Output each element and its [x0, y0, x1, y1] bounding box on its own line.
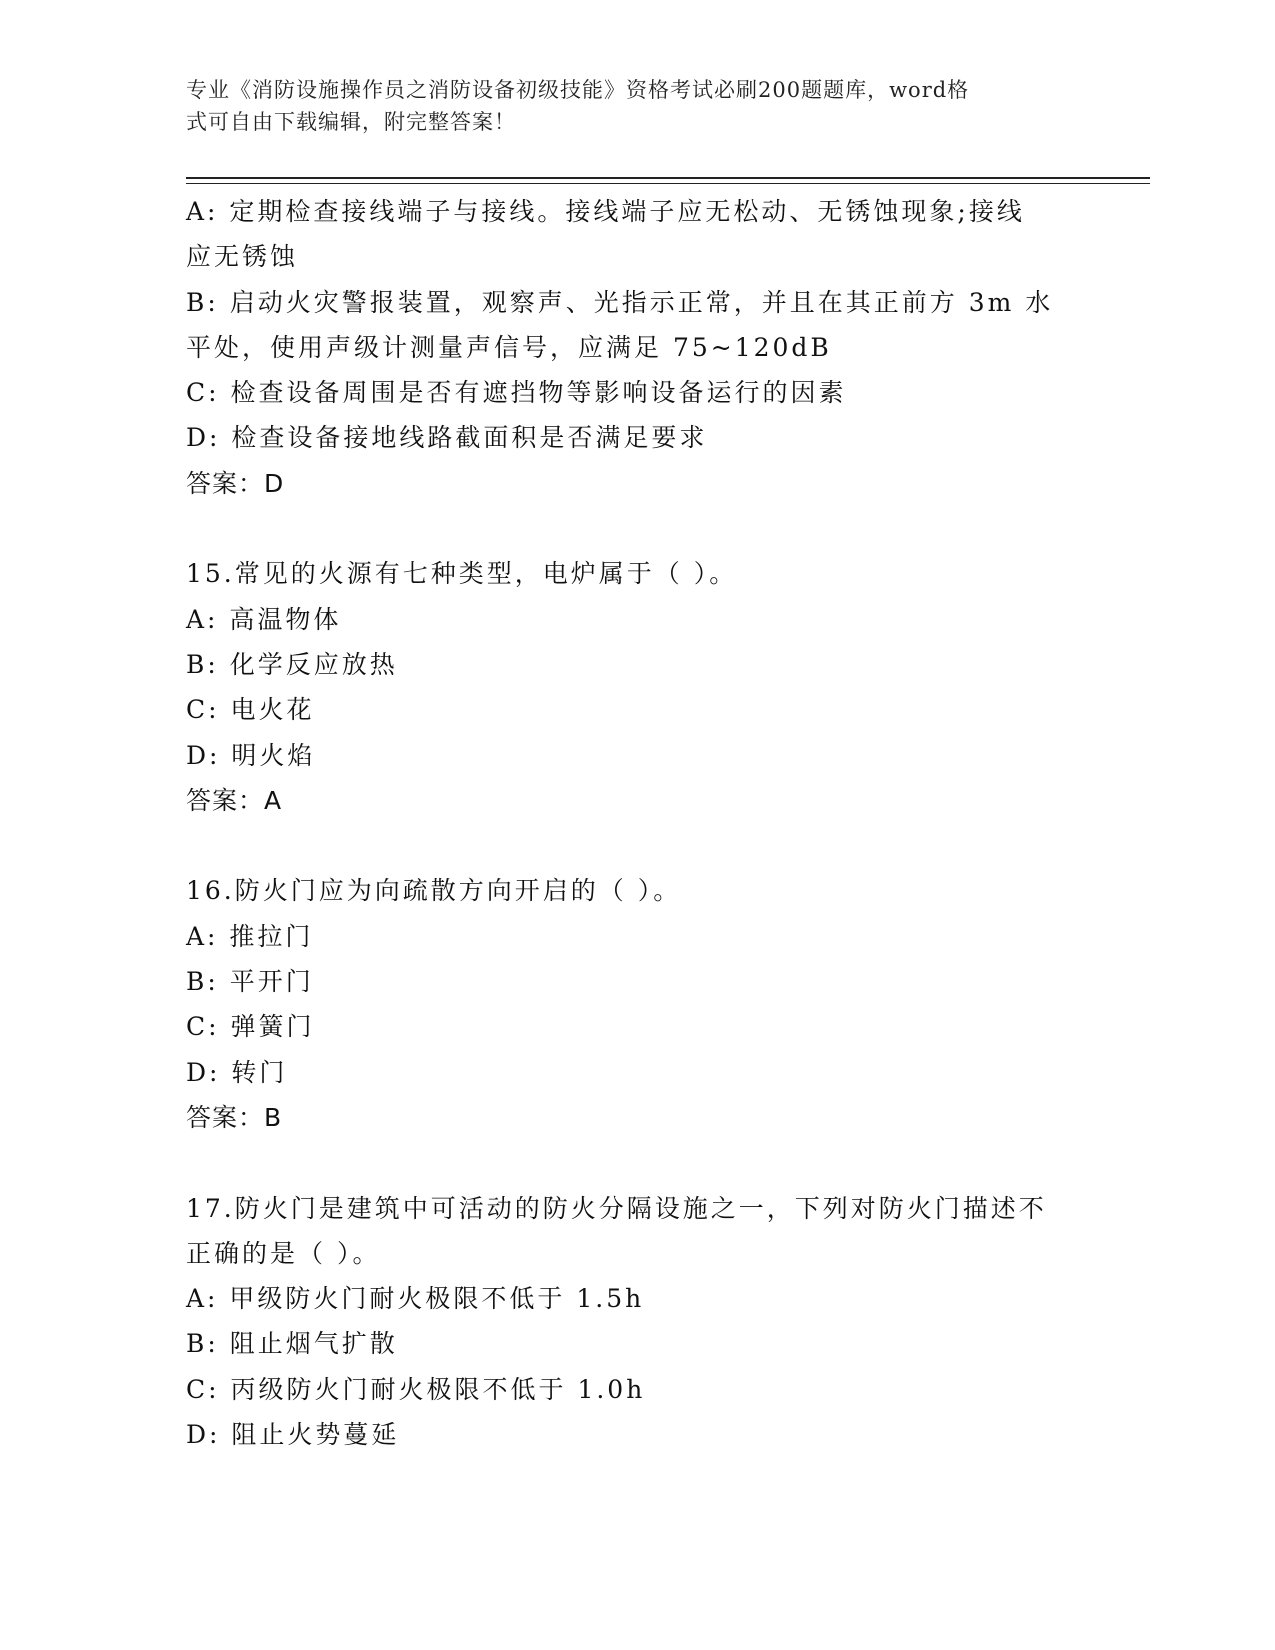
- question-17-block: [186, 1186, 1086, 1458]
- question-list: [186, 189, 1086, 1457]
- q14-option-b-line-2: 平处，使用声级计测量声信号，应满足 75~120dB: [186, 332, 832, 362]
- spacer: [186, 823, 1086, 868]
- q15-option-b: B: 化学反应放热: [186, 649, 398, 679]
- q17-option-c: C: 丙级防火门耐火极限不低于 1.0h: [186, 1374, 646, 1404]
- question-16-block: [186, 868, 1086, 1140]
- q14-option-a-line-2: 应无锈蚀: [186, 242, 299, 272]
- spacer: [186, 1140, 1086, 1185]
- q16-stem: 16.防火门应为向疏散方向开启的（ ）。: [186, 876, 682, 906]
- q15-option-a: A: 高温物体: [186, 604, 342, 634]
- q15-option-c: C: 电火花: [186, 695, 315, 725]
- header-title-line-2: 式可自由下载编辑，附完整答案！: [186, 110, 516, 134]
- q15-option-d: D: 明火焰: [186, 740, 316, 770]
- q16-option-a: A: 推拉门: [186, 921, 314, 951]
- q16-option-d: D: 转门: [186, 1057, 288, 1087]
- q16-option-b: B: 平开门: [186, 967, 314, 997]
- q14-answer: 答案：D: [186, 468, 285, 498]
- question-15-block: [186, 551, 1086, 823]
- header-title-line-1: 专业《消防设施操作员之消防设备初级技能》资格考试必刷200题题库，word格: [186, 78, 970, 102]
- q16-option-c: C: 弹簧门: [186, 1012, 315, 1042]
- q17-stem-line-1: 17.防火门是建筑中可活动的防火分隔设施之一，下列对防火门描述不: [186, 1193, 1047, 1223]
- header-divider-thin: [186, 183, 1150, 184]
- q14-option-b-line-1: B: 启动火灾警报装置，观察声、光指示正常，并且在其正前方 3m 水: [186, 287, 1054, 317]
- header-divider-thick: [186, 177, 1150, 179]
- q15-answer: 答案：A: [186, 785, 283, 815]
- question-14-block: [186, 189, 1086, 506]
- q14-option-d: D: 检查设备接地线路截面积是否满足要求: [186, 423, 708, 453]
- q17-option-b: B: 阻止烟气扩散: [186, 1329, 398, 1359]
- document-header: [186, 74, 1066, 138]
- spacer: [186, 506, 1086, 551]
- q17-stem-line-2: 正确的是（ ）。: [186, 1238, 381, 1268]
- q16-answer: 答案：B: [186, 1102, 283, 1132]
- q17-option-a: A: 甲级防火门耐火极限不低于 1.5h: [186, 1284, 645, 1314]
- q14-option-c: C: 检查设备周围是否有遮挡物等影响设备运行的因素: [186, 378, 847, 408]
- q14-option-a-line-1: A: 定期检查接线端子与接线。接线端子应无松动、无锈蚀现象;接线: [186, 197, 1025, 226]
- q17-option-d: D: 阻止火势蔓延: [186, 1420, 400, 1450]
- q15-stem: 15.常见的火源有七种类型，电炉属于（ ）。: [186, 559, 738, 589]
